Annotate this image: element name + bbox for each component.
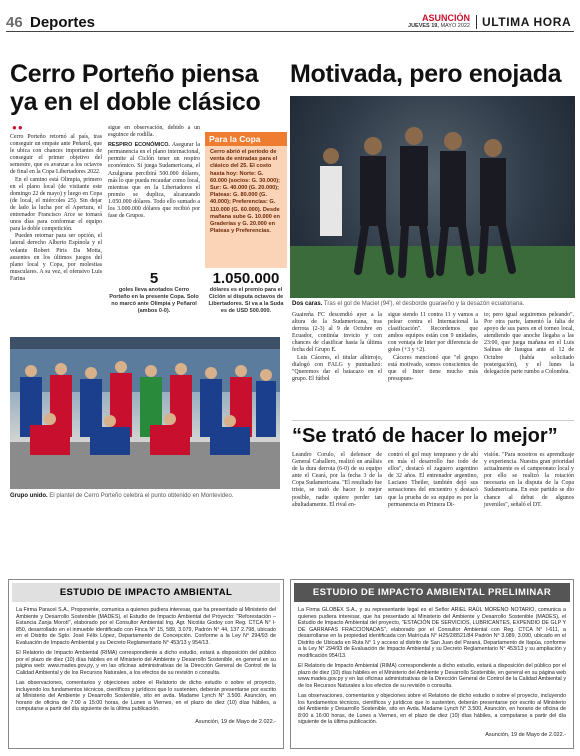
notice-paragraph: La Firma GLOBEX S.A., y su representante legal es el Señor ARIEL RAÚL MORENO NOTARIO, comunica a quienes pudiera interesar, que ha presentado al Ministerio del Ambiente y Desarrollo Sostenible (MADES), el Estudio de Impacto Ambiental del proyecto, "ESTACIÓN DE SERVICIOS, LUBRICANTES, EXPENDIO DE GLP Y DE GARRAFAS FRACCIONADAS", elaborado por el Consultor Ambiental con Reg. CTCA N° I-611, a desarrollarse en la propiedad identificada con Matrícula N° H25/2/8521/84 Padrón N° 3.089, 3.090, ubicado en el Distrito de Ubicada en Ruta N° 1 y acceso al distrito de San Juan del Paraná, Departamento de Itapúa, conforme a la Ley N° 294/93 de Evaluación de Impacto Ambiental y su Decreto Reglamentario N° 453/13 y su ampliación y modificación 954/13. [298,607,566,659]
match-photo [290,96,575,298]
paper-name: ASUNCIÓN [421,13,470,23]
team-photo [10,337,280,489]
left-paragraph: En el camino está Olimpia, primero en el plano local (de visitante este domingo 22 de mayo) y luego en Copa (de local, el miércoles 25). Sin dejar de lado la lucha por el Apertura, el entrenador Francisco Arce se tomará unos días para conformar el equipo para la doble competición. [10,176,102,233]
issue-date-day: JUEVES 19, [408,23,439,29]
left-col-1 [10,134,102,283]
notice-right [290,579,574,749]
copa-box-text: Cerro abrió el período de venta de entradas para el clásico del 25. El costo hasta hoy: Norte: G. 60.000 (socios: G. 30.000); Sur: G. 40.000 (G. 20.000); Plateas: G. 80.000 (G. 40.000); Preferencias: G. 110.000 (G. 60.000). Desde mañana sube G. 10.000 en Graderías y G. 20.000 en Plateas y Preferencias. [210,149,280,235]
notice-left-body [9,605,283,719]
notice-paragraph: El Relatorio de Impacto Ambiental (RIMA) correspondiente a dicho estudio, estará a disposición del público por el plazo de diez (10) días hábiles en el Ministerio del Ambiente y Desarrollo Sostenible, en general en su página web www.mades.gov.py y en las oficinas administrativas de la Dirección General de Control de la Calidad Ambiental y de los Recursos Naturales a los efectos de su revisión o consulta. [298,663,566,689]
second-paragraph: Leandro Corulo, el defensor de General Caballero, realizó un análisis de la dura derrota (6-0) de su equipo ante el Ceará, por la fecha 3 de la Copa Sudamericana. "El resultado fue triste, se trató de hacer lo mejor posible, nadie quiere perder tan abultadamente. El rival en- [292,452,382,508]
copa-box-title: Para la Copa [205,132,287,146]
left-paragraph: Asegurar la permanencia en el plano internacional, permite al Ciclón tener un respiro económico. Si juega Sudamericana, el Azulgrana percibirá 500.000 dólares, más lo que pueda recaudar como local, mientras que en la Libertadores el premio se duplica, alcanzando 1.050.000 dólares. Todo ello sumado a los 3.000.000 dólares que recibió por fase de Grupos. [108,142,200,220]
second-col-2 [388,452,478,509]
right-caption [292,300,574,308]
notice-left-title: ESTUDIO DE IMPACTO AMBIENTAL [12,583,280,602]
notice-right-signature: Asunción, 19 de Mayo de 2.022.- [485,731,566,738]
second-col-3 [484,452,574,509]
stat-prize-number: 1.050.000 [212,270,280,287]
left-paragraph: Cerro Porteño retornó al país, tras conseguir un empate ante Peñarol, que le ubica con chances importantes de conseguir el primer objetivo del semestre, que es avanzar a los octavos de final en la Copa Libertadores 2022. [10,134,102,176]
right-paragraph: to; pero igual seguiremos peleando". Por otra parte, lamentó la falta de apoyo de sus pares en el torneo local, atendiendo que anoche llegaba a las 23:00, que juega mañana en el Luis Salinas de Itaugua ante el 12 de Octubre (había solicitado postergación), y el lunes la delegación parte rumbo a Colombia. [484,312,574,375]
left-caption-bold: Grupo unido. [10,493,48,499]
left-paragraph: Pueden retornar para ser opción, el lateral derecho Alberto Espínola y el volante Robert Piris Da Motta, ausentes en los últimos juegos del plano local y Copa, por molestias musculares. A su vez, el ofensivo Luis Farina [10,233,102,282]
section-title: Deportes [30,14,96,31]
left-subhead: RESPIRO ECONÓMICO. [108,142,170,149]
right-paragraph: Cáceres mencionó que "el grupo está motivado, somos conscientes de que el Inter tiene mucho más presupues- [388,354,478,382]
right-headline: Motivada, pero enojada [290,60,562,88]
second-paragraph: visión. "Para nosotros es aprendizaje y experiencia. Nuestra gran prioridad actualmente es el campeonato local y por ello se realizó la rotación necesaria en la disputa de la Copa Sudamericana. En este partido se dio chance al debut de algunos juveniles", señaló el DT. [484,452,574,508]
notice-left [8,579,284,749]
left-col-2 [108,125,200,220]
notice-right-body [291,605,573,732]
left-caption-text: El plantel de Cerro Porteño celebra el punto obtenido en Montevideo. [49,493,234,499]
right-caption-text: Tras el gol de Maciel (94'), el desborde guaraeño y la desazón ecuatoriana. [323,301,525,307]
issue-date [394,22,470,30]
stat-goals [108,270,200,315]
stat-prize-label: dólares es el premio para el Ciclón si disputa octavos de Libertadores. Si va a la Suda es de USD 500.000. [208,287,284,314]
red-dots: ●● [12,123,24,132]
stat-goals-number: 5 [149,270,159,287]
match-photo-illustration [290,96,575,298]
right-paragraph: Guaireña FC descendió ayer a la altura de la Sudamericana, tras derrota (2-3) al 9 de Octubre en Ecuador, continúa invicto y con chances de clasificar hasta la última fecha del Grupo E. [292,312,382,354]
issue-date-rest: MAYO 2022 [440,23,470,29]
team-photo-illustration [10,337,280,489]
right-paragraph: sigue siendo 11 contra 11 y vamos a pelear contra el Internacional la clasificación". Recordemos que ambos equipos están con 9 unidades, con ventaja de Inter por diferencia de goles (+3 y +2). [388,312,478,354]
stat-goals-label: goles lleva anotados Cerro Porteño en la presente Copa. Solo no marcó ante Olimpia y Peñarol (ambos 0-0). [109,287,199,314]
second-col-1 [292,452,382,509]
second-headline: “Se trató de hacer lo mejor” [292,420,574,448]
last-news-label: ULTIMA HORA [476,15,571,29]
notice-paragraph: La Firma Paracel S.A., Proponente, comunica a quienes pudiera interesar, que ha presentado al Ministerio del Ambiente y Desarrollo Sostenible (MADES), el Estudio de Impacto Ambiental del Proyecto: "Reforestación – Estancia Zanja Morotí", elaborado por el Consultor Ambiental Ing. Agr. Nicolás Godoy con Reg. CTCA N° I-850, desarrollado en el inmueble identificado con Finca N° 15, 589, 3.079, Padrón N° 44, 137 2.798, ubicado en el Distrito de Sgto. José Félix López, Departamento de Concepción. Conforme a la Ley N° 294/93 de Evaluación de Impacto Ambiental y su Decreto Reglamentario N° 453/13 y 954/13. [16,607,276,646]
right-col-3 [484,312,574,376]
page-number: 46 [6,14,23,31]
left-headline: Cerro Porteño piensa ya en el doble clásico [10,60,261,116]
masthead [394,14,470,30]
right-paragraph: Luis Cáceres, el titular albirrojo, dialogó con FALG y puntualizó: "Queremos dar el batacazo en el grupo. El fútbol [292,354,382,382]
header-rule [6,31,574,32]
right-col-1 [292,312,382,383]
second-paragraph: contró el gol muy temprano y de ahí en más el desarrollo fue todo de ellos", destacó el zaguero argentino de 32 años. El entrenador argentino, Luciano Theiler, también dejó sus sensaciones del encuentro y destacó que la prueba de su equipo es por la permanencia en Primera Di- [388,452,478,508]
left-paragraph: sigue en observación, debido a un esguince de rodilla. [108,125,200,139]
notice-left-signature: Asunción, 19 de Mayo de 2.022.- [195,718,276,725]
notice-paragraph: Las observaciones, comentarios y objeciones sobre el Relatorio de dicho estudio o sobre el proyecto, incluyendo los fundamentos técnicos, científicos y jurídicos que lo sustenten, deberán presentarse por escrito al Ministerio del Ambiente y Desarrollo Sostenible, sito en Avda. Madame Lynch N° 3.500, Asunción, en horario de oficina de 8:00 a 16:00 horas, de Lunes a Viernes, en el plazo de diez (10) días hábiles, a computarse a partir del día siguiente de la última publicación. [298,693,566,725]
copa-box [205,132,287,268]
left-caption [10,492,280,500]
notice-paragraph: El Relatorio de Impacto Ambiental (RIMA) correspondiente a dicho estudio, estará a disposición del público por el plazo de diez (10) días hábiles en el Ministerio del Ambiente y Desarrollo Sostenible, en general en su página web: www.mades.gov.py, y en las oficinas administrativas de la Dirección General de Control de la Calidad Ambiental y de los Recursos Naturales, a los efectos de su revisión o consulta. [16,650,276,676]
notice-right-title: ESTUDIO DE IMPACTO AMBIENTAL PRELIMINAR [294,583,570,602]
notice-paragraph: Las observaciones, comentarios y objeciones sobre el Relatorio de dicho estudio o sobre el proyecto, incluyendo los fundamentos técnicos, científicos y jurídicos que lo sustenten, deberán presentarse por escrito al Ministerio del Ambiente y Desarrollo Sostenible, sito en avda. Madame Lynch N° 3.500. Asunción, en horario de oficina de 7:00 a 15:00 horas, de Lunes a Viernes, en el plazo de diez (10) días hábiles, a computarse a partir del día siguiente de la última publicación. [16,680,276,712]
right-caption-bold: Dos caras. [292,301,323,307]
right-col-2 [388,312,478,383]
stat-prize [205,270,287,315]
